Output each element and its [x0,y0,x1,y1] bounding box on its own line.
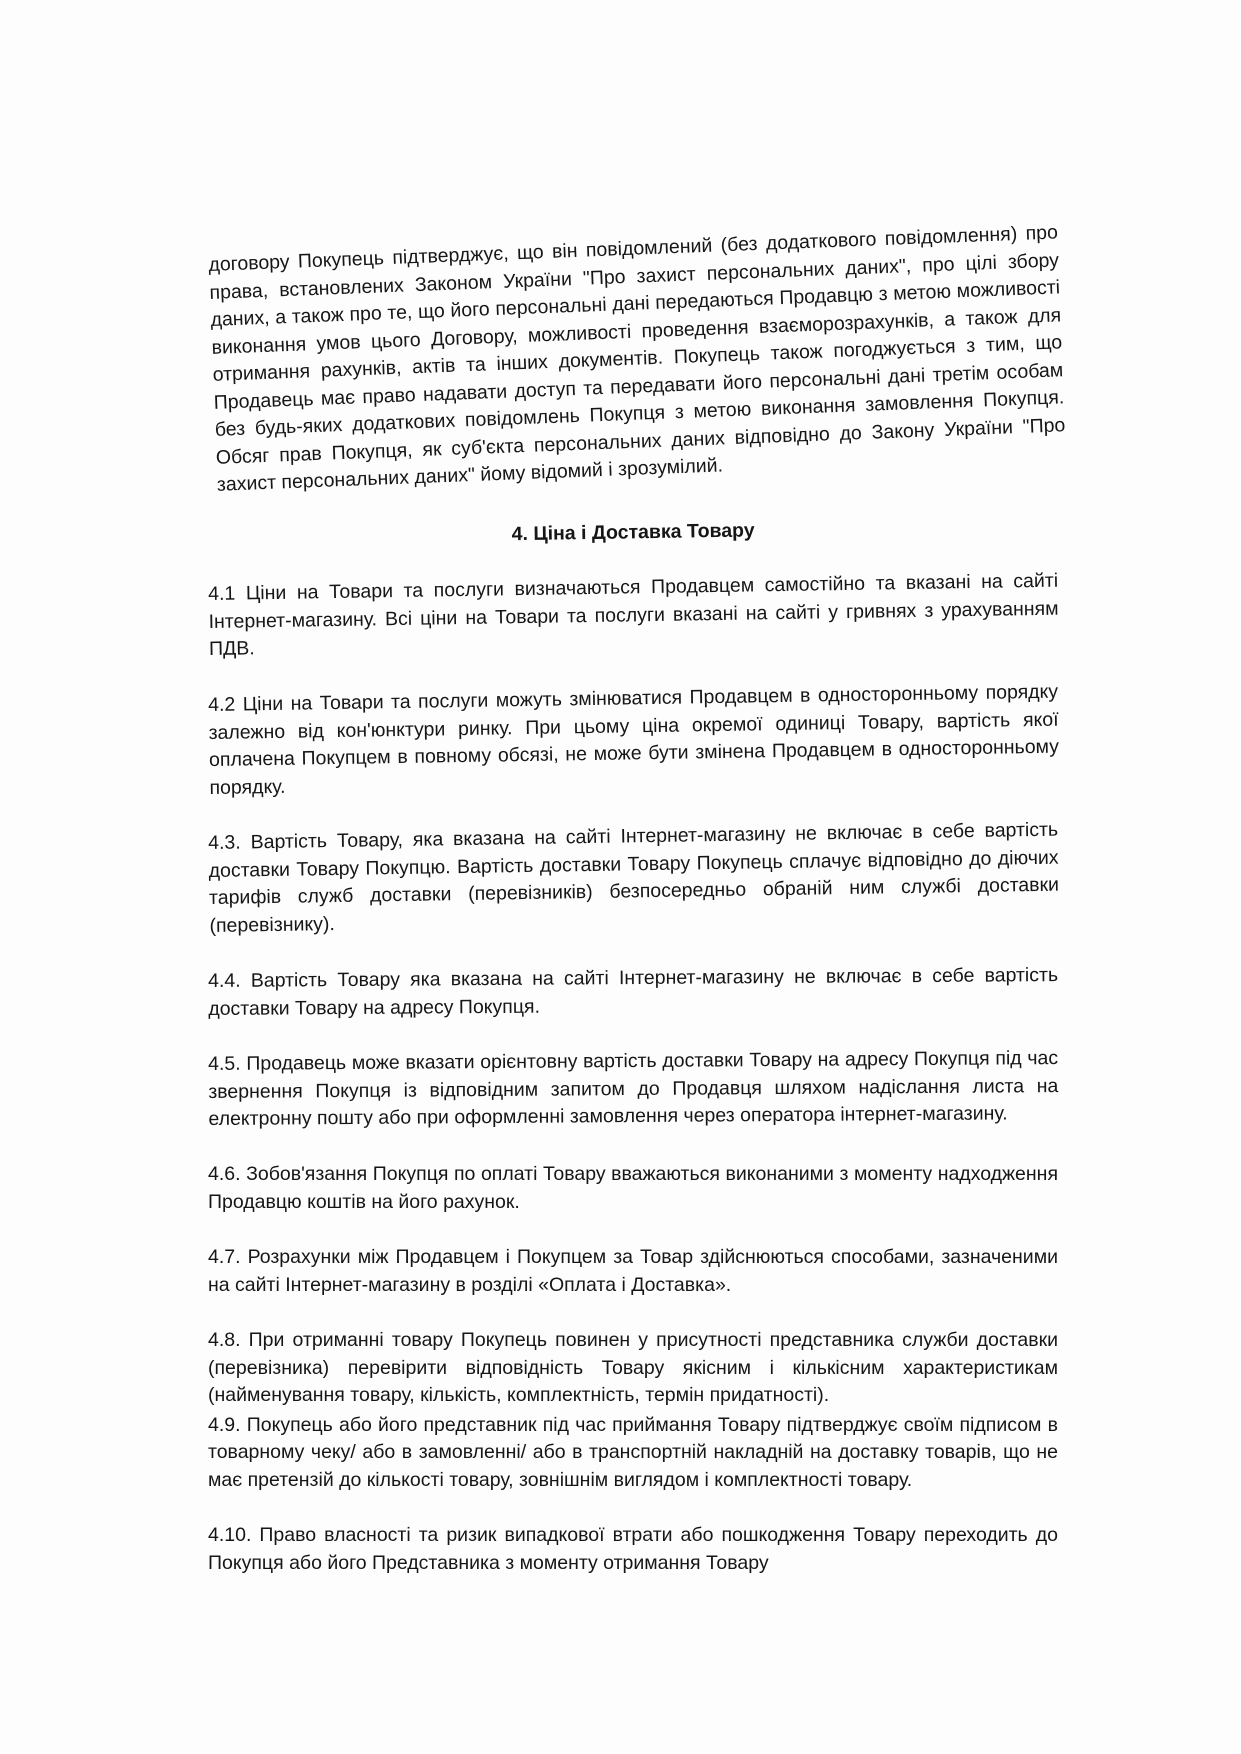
paragraph-4-3: 4.3. Вартість Товару, яка вказана на сайті Інтернет-магазину не включає в себе вартість доставки Товару Покупцю. Вартість доставки Товару Покупець сплачує відповідно до діючих тарифів служб доставки (перевізників) безпосередньо обраній ним службі доставки (перевізнику). [208,818,1060,936]
paragraph-4-5: 4.5. Продавець може вказати орієнтовну вартість доставки Товару на адресу Покупця під час звернення Покупця із відповідним запитом до Продавця шляхом надіслання листа на електронну пошту або при оформленні замовлення через оператора інтернет-магазину. [208,1046,1059,1130]
paragraph-4-4: 4.4. Вартість Товару яка вказана на сайті Інтернет-магазину не включає в себе вартість доставки Товару на адресу Покупця. [208,963,1059,1019]
paragraph-4-7: 4.7. Розрахунки між Продавцем і Покупцем за Товар здійснюються способами, зазначеними на сайті Інтернет-магазину в розділі «Оплата і Доставка». [208,1246,1058,1296]
document-body [208,221,1066,1577]
paragraph-4-8: 4.8. При отриманні товару Покупець повинен у присутності представника служби доставки (перевізника) перевірити відповідність Товару якісним і кількісним характеристикам (найменування товару, кількість, комплектність, термін придатності). [208,1329,1058,1406]
paragraph-4-1: 4.1 Ціни на Товари та послуги визначаються Продавцем самостійно та вказані на сайті Інтернет-магазину. Всі ціни на Товари та послуги вказані на сайті у гривнях з урахуванням ПДВ. [208,569,1059,660]
intro-paragraph: договору Покупець підтверджує, що він повідомлений (без додаткового повідомлення) про права, встановлених Законом України "Про захист персональних даних", про цілі збору даних, а також про те, що його персональні дані передаються Продавцю з метою можливості виконання умов цього Договору, можливості проведення взаєморозрахунків, а також для отримання рахунків, актів та інших документів. Покупець також погоджується з тим, що Продавець має право надавати доступ та передавати його персональні дані третім особам без будь-яких додаткових повідомлень Покупця з метою виконання замовлення Покупця. Обсяг прав Покупця, як суб'єкта персональних даних відповідно до Закону України "Про захист персональних даних" йому відомий і зрозумілий. [208,221,1066,496]
paragraph-4-9: 4.9. Покупець або його представник під час приймання Товару підтверджує своїм підписом в товарному чеку/ або в замовленні/ або в транспортній накладній на доставку товарів, що не має претензій до кількості товару, зовнішнім виглядом і комплектності товару. [208,1413,1058,1491]
paragraph-4-10: 4.10. Право власності та ризик випадкової втрати або пошкодження Товару переходить до Покупця або його Представника з моменту отримання Товару [208,1524,1058,1574]
paragraph-4-6: 4.6. Зобов'язання Покупця по оплаті Товару вважаються виконаними з моменту надходження Продавцю коштів на його рахунок. [208,1163,1058,1213]
section-title: 4. Ціна і Доставка Товару [511,518,755,545]
paragraph-4-2: 4.2 Ціни на Товари та послуги можуть змінюватися Продавцем в односторонньому порядку залежно від кон'юнктури ринку. При цьому ціна окремої одиниці Товару, вартість якої оплачена Покупцем в повному обсязі, не може бути змінена Продавцем в односторонньому порядку. [208,680,1060,798]
